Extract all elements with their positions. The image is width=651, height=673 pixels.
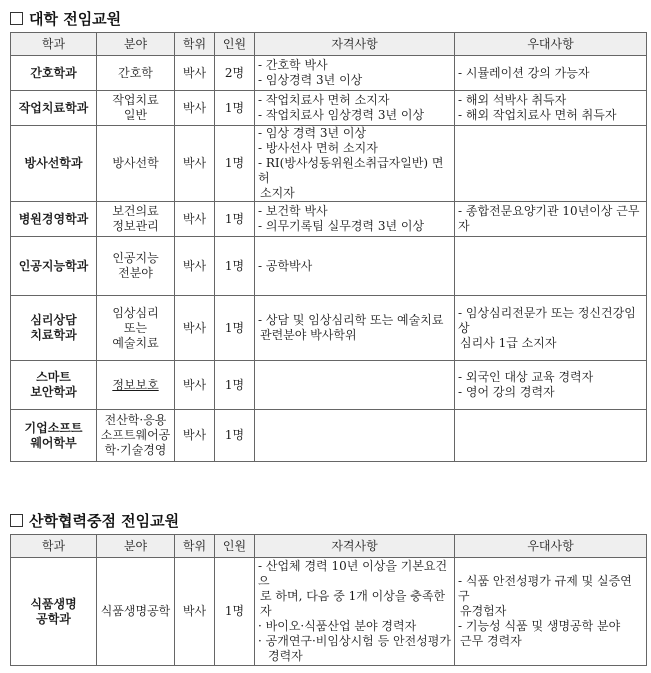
header-field: 분야 xyxy=(97,535,175,558)
header-count: 인원 xyxy=(215,33,255,56)
count-cell: 1명 xyxy=(215,296,255,361)
count-cell: 2명 xyxy=(215,56,255,91)
section-title-industry xyxy=(10,510,179,531)
degree-cell: 박사 xyxy=(175,126,215,202)
header-dept: 학과 xyxy=(11,33,97,56)
degree-cell: 박사 xyxy=(175,91,215,126)
header-degree: 학위 xyxy=(175,33,215,56)
table-row xyxy=(11,558,647,666)
header-qualification: 자격사항 xyxy=(255,535,455,558)
table-row xyxy=(11,126,647,202)
dept-cell: 식품생명 공학과 xyxy=(11,558,97,666)
dept-cell: 인공지능학과 xyxy=(11,237,97,296)
count-cell: 1명 xyxy=(215,361,255,410)
table-row xyxy=(11,410,647,462)
field-cell: 식품생명공학 xyxy=(97,558,175,666)
preference-cell: - 해외 석박사 취득자 - 해외 작업치료사 면허 취득자 xyxy=(455,91,647,126)
checkbox-square-icon xyxy=(10,12,23,25)
count-cell: 1명 xyxy=(215,410,255,462)
qualification-cell: - 보건학 박사 - 의무기록팀 실무경력 3년 이상 xyxy=(255,202,455,237)
preference-cell: - 식품 안전성평가 규제 및 실증연구 유경험자 - 기능성 식품 및 생명공학 분야 근무 경력자 xyxy=(455,558,647,666)
preference-cell: - 시뮬레이션 강의 가능자 xyxy=(455,56,647,91)
header-qualification: 자격사항 xyxy=(255,33,455,56)
dept-cell: 간호학과 xyxy=(11,56,97,91)
table-row xyxy=(11,56,647,91)
section-title-faculty xyxy=(10,8,121,29)
field-cell: 정보보호 xyxy=(97,361,175,410)
table-row xyxy=(11,91,647,126)
header-preference: 우대사항 xyxy=(455,33,647,56)
dept-cell: 스마트 보안학과 xyxy=(11,361,97,410)
dept-cell: 방사선학과 xyxy=(11,126,97,202)
preference-cell: - 종합전문요양기관 10년이상 근무자 xyxy=(455,202,647,237)
field-cell: 작업치료 일반 xyxy=(97,91,175,126)
table-row xyxy=(11,361,647,410)
table-row xyxy=(11,237,647,296)
qualification-cell xyxy=(255,361,455,410)
preference-cell: - 외국인 대상 교육 경력자 - 영어 강의 경력자 xyxy=(455,361,647,410)
faculty-table xyxy=(10,32,647,462)
header-field: 분야 xyxy=(97,33,175,56)
degree-cell: 박사 xyxy=(175,361,215,410)
preference-cell xyxy=(455,410,647,462)
field-cell: 간호학 xyxy=(97,56,175,91)
qualification-cell: - 공학박사 xyxy=(255,237,455,296)
qualification-cell: - 상담 및 임상심리학 또는 예술치료 관련분야 박사학위 xyxy=(255,296,455,361)
header-degree: 학위 xyxy=(175,535,215,558)
degree-cell: 박사 xyxy=(175,56,215,91)
preference-cell: - 임상심리전문가 또는 정신건강임상 심리사 1급 소지자 xyxy=(455,296,647,361)
count-cell: 1명 xyxy=(215,91,255,126)
dept-cell: 심리상담 치료학과 xyxy=(11,296,97,361)
section-title-text: 산학협력중점 전임교원 xyxy=(29,512,180,530)
qualification-cell: - 간호학 박사 - 임상경력 3년 이상 xyxy=(255,56,455,91)
preference-cell xyxy=(455,126,647,202)
field-cell: 보건의료 정보관리 xyxy=(97,202,175,237)
field-cell: 인공지능 전분야 xyxy=(97,237,175,296)
table-header-row xyxy=(11,535,647,558)
header-preference: 우대사항 xyxy=(455,535,647,558)
header-dept: 학과 xyxy=(11,535,97,558)
count-cell: 1명 xyxy=(215,202,255,237)
field-cell: 전산학·응용 소프트웨어공 학·기술경영 xyxy=(97,410,175,462)
degree-cell: 박사 xyxy=(175,410,215,462)
qualification-cell xyxy=(255,410,455,462)
qualification-cell: - 임상 경력 3년 이상 - 방사선사 면허 소지자 - RI(방사성동위원소취급자일반) 면허 소지자 xyxy=(255,126,455,202)
degree-cell: 박사 xyxy=(175,237,215,296)
section-title-text: 대학 전임교원 xyxy=(29,10,122,28)
table-header-row xyxy=(11,33,647,56)
degree-cell: 박사 xyxy=(175,202,215,237)
field-cell: 방사선학 xyxy=(97,126,175,202)
header-count: 인원 xyxy=(215,535,255,558)
dept-cell: 작업치료학과 xyxy=(11,91,97,126)
table-row xyxy=(11,202,647,237)
count-cell: 1명 xyxy=(215,237,255,296)
field-cell: 임상심리 또는 예술치료 xyxy=(97,296,175,361)
count-cell: 1명 xyxy=(215,126,255,202)
dept-cell: 기업소프트 웨어학부 xyxy=(11,410,97,462)
qualification-cell: - 산업체 경력 10년 이상을 기본요건으 로 하며, 다음 중 1개 이상을 충족한 자 · 바이오·식품산업 분야 경력자 · 공개연구·비임상시험 등 안전성평가 경력자 xyxy=(255,558,455,666)
industry-faculty-table xyxy=(10,534,647,666)
checkbox-square-icon xyxy=(10,514,23,527)
dept-cell: 병원경영학과 xyxy=(11,202,97,237)
preference-cell xyxy=(455,237,647,296)
count-cell: 1명 xyxy=(215,558,255,666)
degree-cell: 박사 xyxy=(175,558,215,666)
degree-cell: 박사 xyxy=(175,296,215,361)
table-row xyxy=(11,296,647,361)
qualification-cell: - 작업치료사 면허 소지자 - 작업치료사 임상경력 3년 이상 xyxy=(255,91,455,126)
